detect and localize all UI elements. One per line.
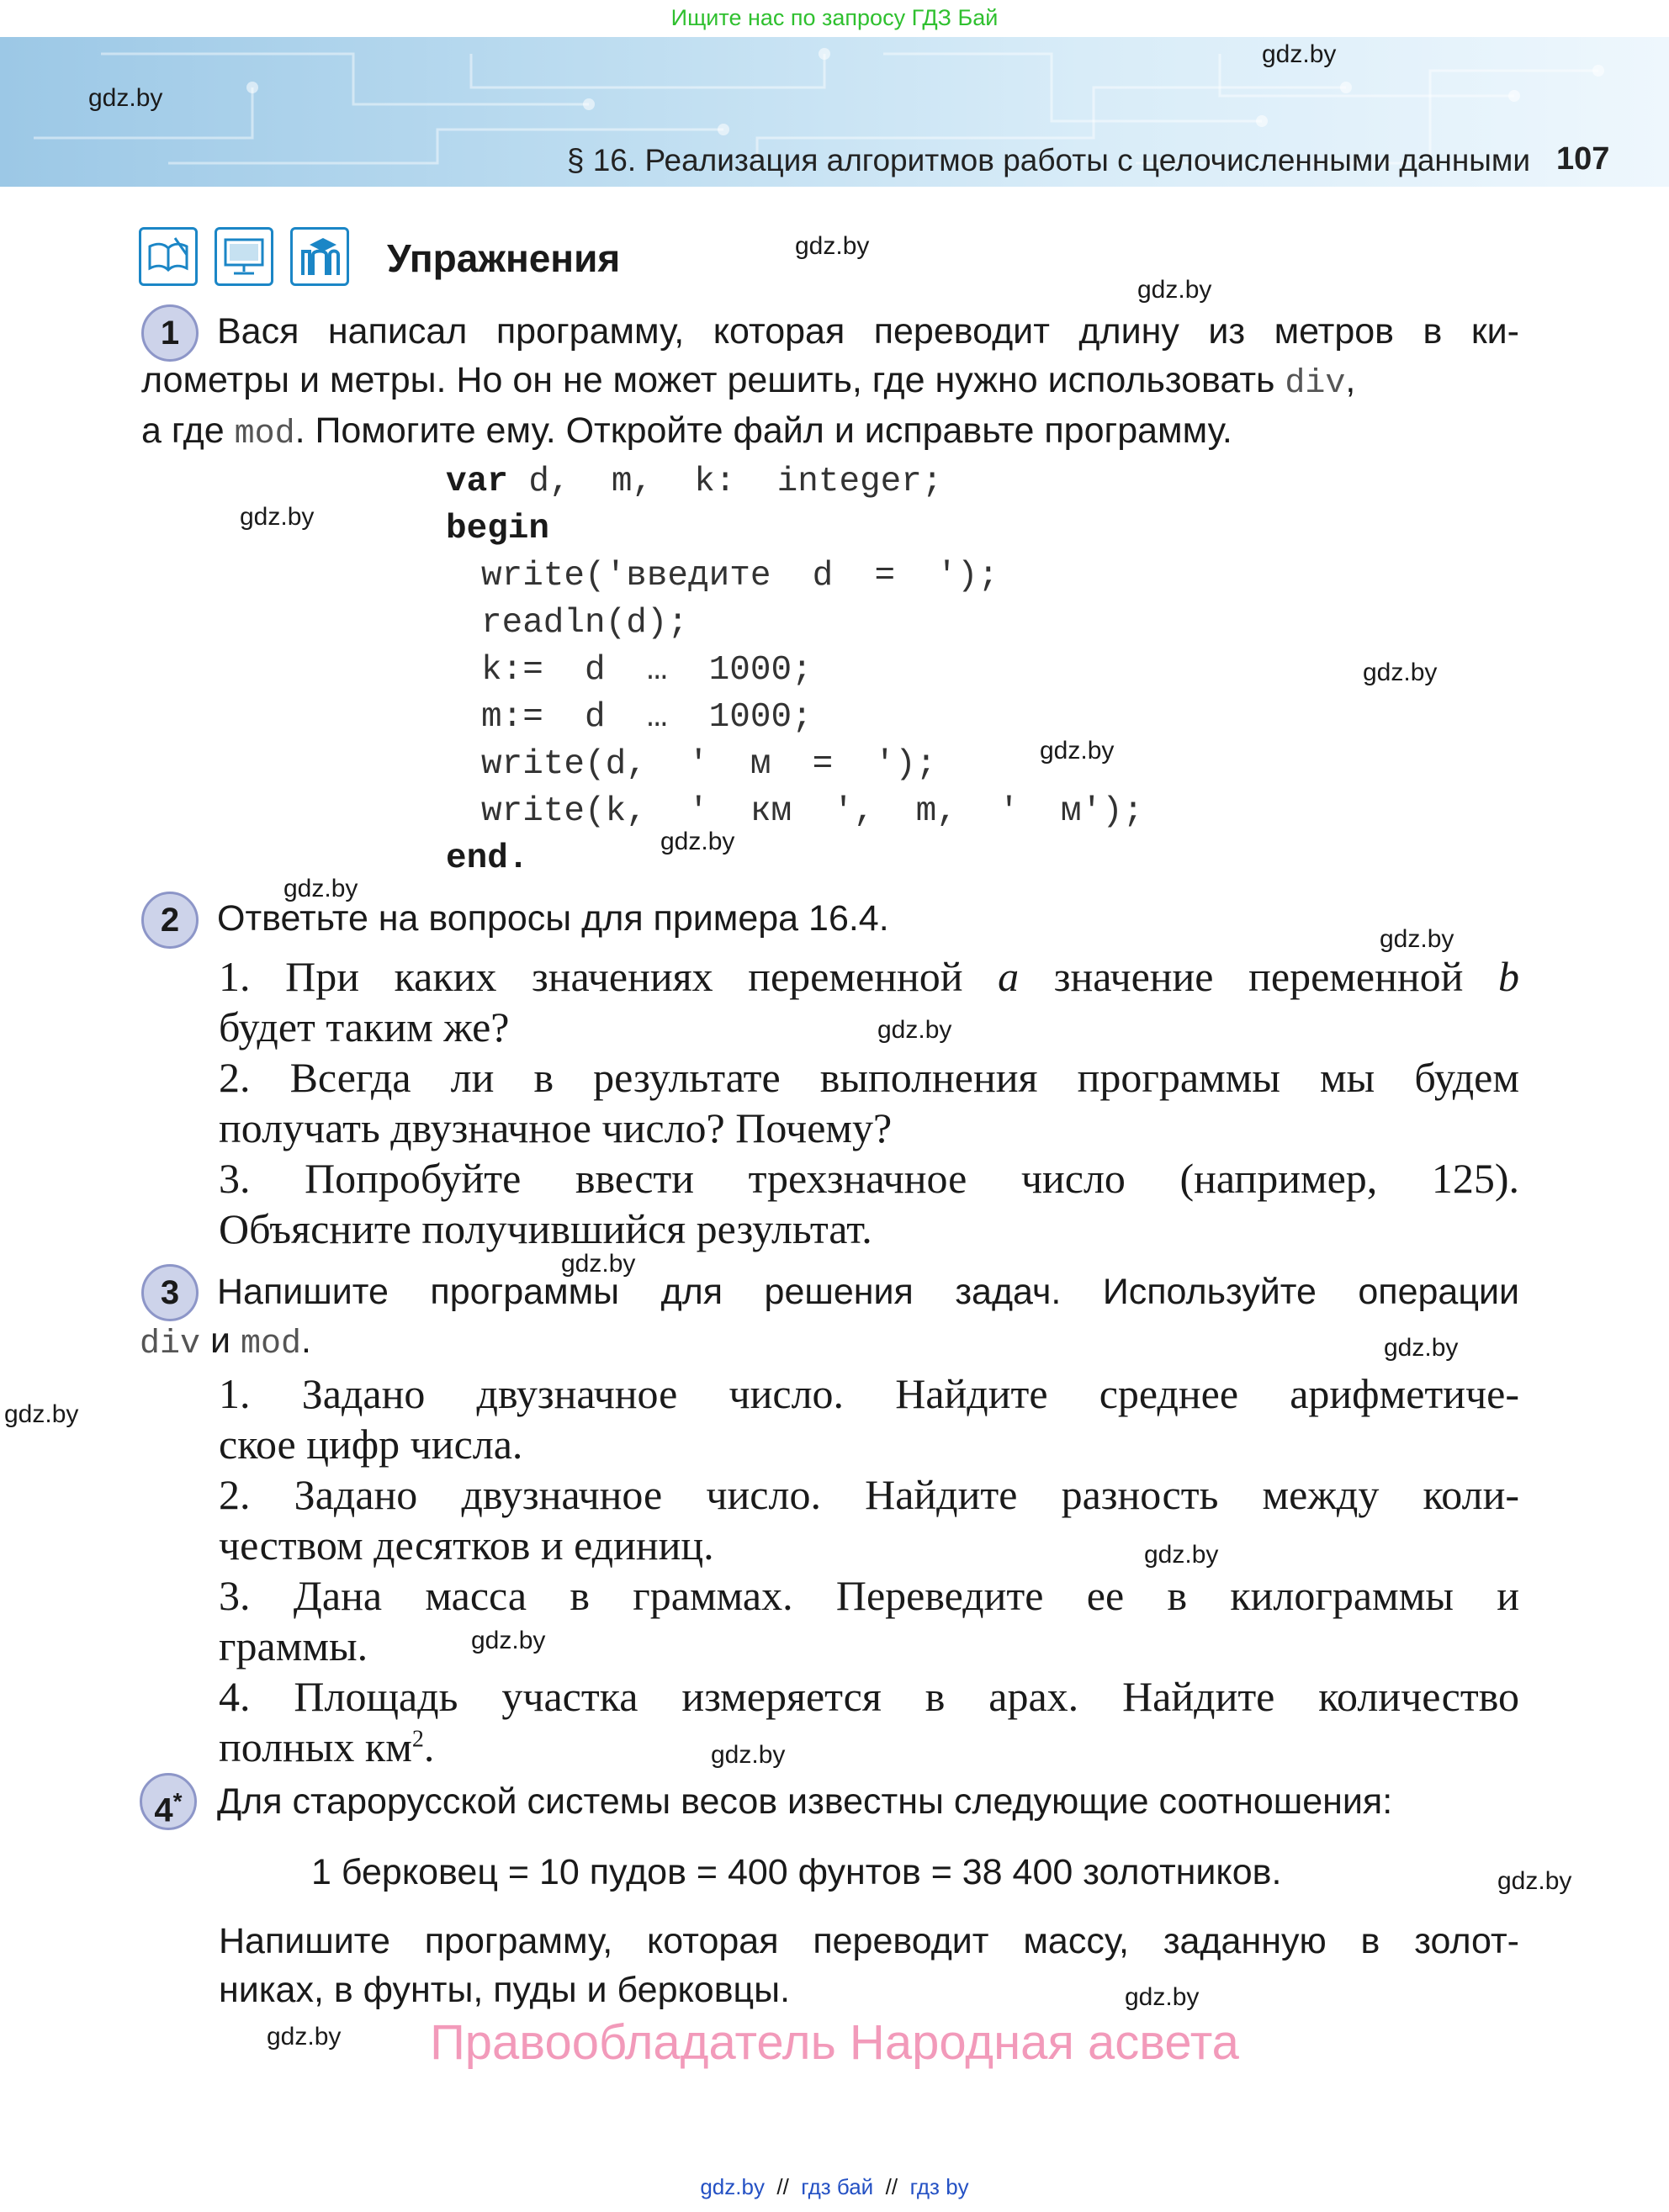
watermark: gdz.by [4, 1400, 79, 1428]
top-search-banner[interactable]: Ищите нас по запросу ГДЗ Бай [670, 5, 999, 30]
watermark: gdz.by [267, 2023, 342, 2051]
question-text: 2. Всегда ли в результате выполнения программы мы будем [219, 1054, 1519, 1101]
code-line: end. [446, 839, 529, 878]
exercise-4-intro: Для старорусской системы весов известны следующие соотношения: [217, 1781, 1393, 1822]
task-text: 2. Задано двузначное число. Найдите разность между коли- [219, 1471, 1519, 1518]
exercise-3-intro: Напишите программы для решения задач. Используйте операции [217, 1272, 1519, 1312]
formula: 1 берковец = 10 пудов = 400 фунтов = 38 400 золотников. [311, 1852, 1282, 1892]
code-line: k:= d … 1000; [481, 651, 813, 690]
exercise-4-task: никах, в фунты, пуды и берковцы. [219, 1970, 791, 2010]
exercise-1-text: Вася написал программу, которая переводит длину из метров в ки- [217, 311, 1519, 352]
watermark: gdz.by [240, 503, 315, 531]
task-text: граммы. [219, 1622, 368, 1670]
question-text: получать двузначное число? Почему? [219, 1104, 893, 1151]
task-text: 1. Задано двузначное число. Найдите среднее арифметиче- [219, 1370, 1519, 1417]
task-text: ское цифр числа. [219, 1421, 523, 1468]
watermark: gdz.by [711, 1741, 786, 1769]
footer-link[interactable]: гдз бай [801, 2174, 874, 2199]
code-line: write(k, ' км ', m, ' м'); [481, 792, 1144, 831]
code-line: write(d, ' м = '); [481, 745, 937, 784]
section-title: Упражнения [387, 236, 621, 280]
watermark: gdz.by [795, 232, 870, 260]
watermark: gdz.by [660, 828, 735, 855]
watermark: gdz.by [1380, 925, 1454, 953]
task-text: чеством десятков и единиц. [219, 1521, 714, 1569]
question-text: будет таким же? [219, 1003, 510, 1050]
watermark: gdz.by [1040, 737, 1115, 765]
watermark: gdz.by [1384, 1334, 1459, 1362]
question-text: 3. Попробуйте ввести трехзначное число (например, 125). [219, 1155, 1519, 1202]
task-text: полных $км^2$. [219, 1723, 435, 1770]
footer-link[interactable]: гдз by [909, 2174, 969, 2199]
page-number: 107 [1556, 141, 1610, 177]
watermark: gdz.by [1497, 1867, 1572, 1895]
exercise-1-text: лометры и метры. Но он не может решить, где нужно использовать div, [141, 360, 1356, 403]
watermark: gdz.by [283, 875, 358, 902]
watermark: gdz.by [1262, 40, 1337, 68]
code-line: readln(d); [481, 604, 689, 643]
code-line: begin [446, 510, 550, 548]
running-title: § 16. Реализация алгоритмов работы с целочисленными данными [566, 143, 1530, 177]
watermark: gdz.by [1363, 659, 1438, 686]
exercise-3-intro: div и mod. [140, 1320, 311, 1363]
code-line: write('введите d = '); [481, 557, 999, 595]
watermark: gdz.by [88, 84, 163, 112]
task-text: 3. Дана масса в граммах. Переведите ее в килограммы и [219, 1572, 1519, 1619]
watermark: gdz.by [877, 1016, 952, 1044]
watermark: gdz.by [471, 1627, 546, 1654]
copyright-notice: Правообладатель Народная асвета [430, 2015, 1239, 2070]
question-text: 1. При каких значениях переменной a значение переменной b [219, 953, 1519, 1000]
exercise-number-badge: 3 [141, 1264, 199, 1321]
exercise-1-text: а где mod. Помогите ему. Откройте файл и исправьте программу. [141, 410, 1232, 453]
code-line: var d, m, k: integer; [446, 463, 943, 501]
exercise-number-badge: 2 [141, 892, 199, 949]
code-line: m:= d … 1000; [481, 698, 813, 737]
question-text: Объясните получившийся результат. [219, 1205, 872, 1252]
footer-link[interactable]: gdz.by [700, 2174, 765, 2199]
watermark: gdz.by [1125, 1983, 1200, 2011]
watermark: gdz.by [1137, 276, 1212, 304]
exercise-number-badge: 1 [141, 304, 199, 362]
watermark: gdz.by [1144, 1541, 1219, 1569]
exercise-number-badge: 4* [140, 1773, 197, 1830]
monitor-icon [215, 227, 273, 286]
exercise-4-task: Напишите программу, которая переводит массу, заданную в золот- [219, 1921, 1519, 1961]
watermark: gdz.by [561, 1250, 636, 1278]
task-text: 4. Площадь участка измеряется в арах. Найдите количество [219, 1673, 1519, 1720]
exercise-2-intro: Ответьте на вопросы для примера 16.4. [217, 898, 889, 939]
student-cap-icon [290, 227, 349, 286]
book-pencil-icon [139, 227, 198, 286]
footer-links: gdz.by // гдз бай // гдз by [700, 2174, 969, 2199]
